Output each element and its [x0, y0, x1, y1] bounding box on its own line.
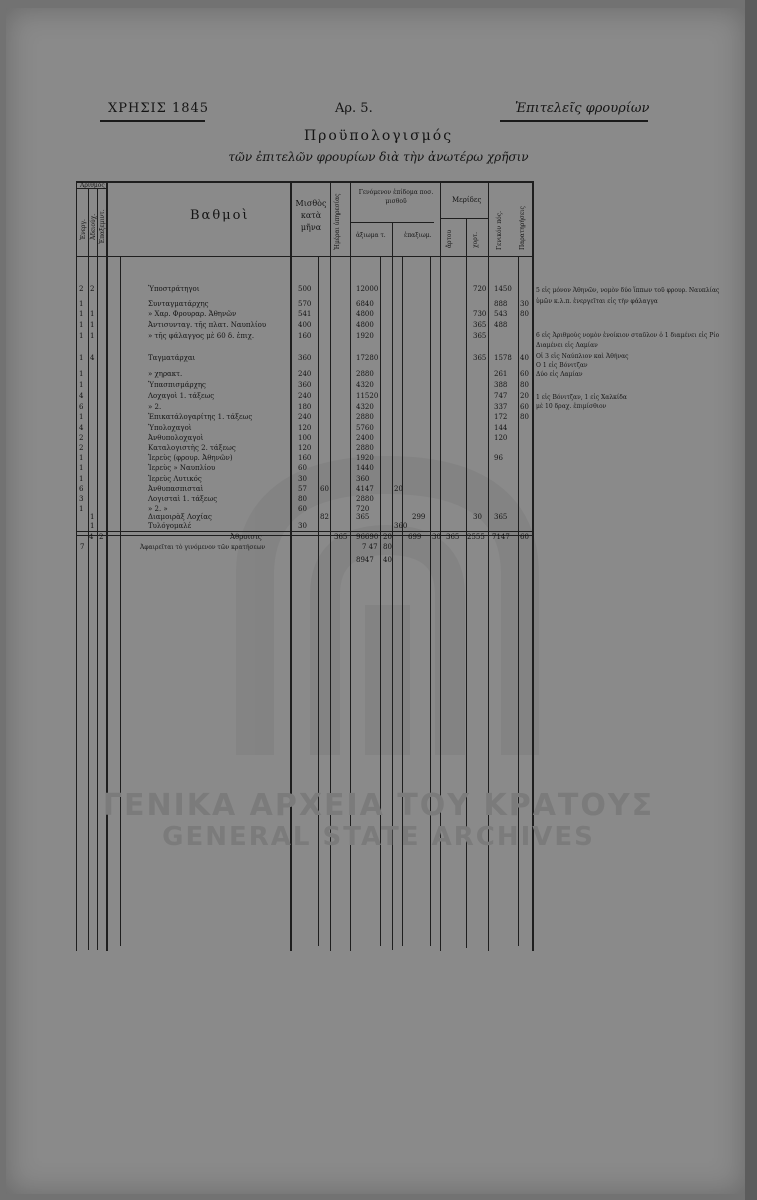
cell-salary: 120	[298, 424, 312, 432]
cell-total: 144	[494, 424, 508, 432]
cell-total: 747	[494, 392, 508, 400]
cell-salary: 400	[298, 321, 312, 329]
cell-rank: » Χαρ. Φρουραρ. Ἀθηνῶν	[148, 310, 237, 318]
cell-rank: Ἐπικατάλογαρίτης 1. τάξεως	[148, 413, 253, 421]
cell-amt2: 20	[394, 485, 403, 493]
cell-rank: Ἀνθυπολοχαγοὶ	[148, 434, 204, 442]
watermark-greek: ΓΕΝΙΚΑ ΑΡΧΕΙΑ ΤΟΥ ΚΡΑΤΟΥΣ	[102, 788, 655, 823]
cell-c2: 1	[90, 332, 95, 340]
cell-salary: 240	[298, 392, 312, 400]
cell-rank: Τυλόγομαλέ	[148, 522, 192, 530]
total-amount: 96690	[356, 533, 379, 541]
note-text: ὑμῶν κ.λ.π. ἐνεργεῖται εἰς τὴν φάλαγγα	[536, 298, 658, 305]
cell-rank: » 2. »	[148, 505, 168, 513]
cell-total: 96	[494, 454, 503, 462]
note-text: 6 εἰς Ἀριθμοὺς νομὸν ἐνοίκιον σταῦλον ὁ 1 διαμένει εἰς Ρίο	[536, 332, 720, 339]
grand-total: 7147	[492, 533, 510, 541]
note-text: Διαμένει εἰς Λαμίαν	[536, 342, 598, 349]
cell-total: 488	[494, 321, 508, 329]
cell-salary: 360	[298, 381, 312, 389]
cell-cents: 40	[520, 354, 529, 362]
total-days: 365	[334, 533, 348, 541]
total-extra-cents: 30	[432, 533, 441, 541]
total-label: Ἀθροισις	[230, 533, 262, 541]
grand-total-cents: 60	[520, 533, 529, 541]
cell-cents: 30	[520, 300, 529, 308]
cell-c1: 2	[79, 444, 84, 452]
cell-rank: Λοχαγοὶ 1. τάξεως	[148, 392, 215, 400]
cell-amount: 11520	[356, 392, 379, 400]
deduction-amount: 7 47	[362, 543, 378, 551]
cell-salary: 541	[298, 310, 312, 318]
cell-amount: 720	[356, 505, 370, 513]
cell-rank: Ἱερεὺς Λυτικός	[148, 475, 202, 483]
cell-rat2: 365	[473, 321, 487, 329]
cell-c2: 1	[90, 522, 95, 530]
total-extra-amount: 699	[408, 533, 422, 541]
cell-salary: 360	[298, 354, 312, 362]
cell-total: 365	[494, 513, 508, 521]
cell-salary: 57	[298, 485, 307, 493]
page-binding-edge	[745, 0, 757, 1200]
cell-rat2: 730	[473, 310, 487, 318]
count-extra-header: Ἐπαξεμιντ.	[99, 209, 106, 244]
cell-days: 60	[320, 485, 329, 493]
net-amount-cents: 40	[383, 556, 392, 564]
note-text: 5 εἰς μόνον Ἀθηνῶν, νομὸν δύο ἵππων τοῦ φρουρ. Ναυπλίας	[536, 287, 720, 294]
cell-days: 82	[320, 513, 329, 521]
cell-salary: 80	[298, 495, 307, 503]
cell-amount: 360	[356, 475, 370, 483]
cell-c1: 1	[79, 300, 84, 308]
cell-rank: Λογισταὶ 1. τάξεως	[148, 495, 218, 503]
cell-c1: 4	[79, 392, 84, 400]
cell-c1: 4	[79, 424, 84, 432]
cell-amount: 2880	[356, 370, 374, 378]
cell-rat1: 299	[412, 513, 426, 521]
note-text: Δύο εἰς Λαμίαν	[536, 371, 583, 378]
cell-amount: 4320	[356, 381, 374, 389]
deduction-amount-cents: 80	[383, 543, 392, 551]
cell-rank: Ὑπολοχαγοὶ	[148, 424, 192, 432]
cell-rank: Ταγματάρχαι	[148, 354, 196, 362]
cell-amount: 4320	[356, 403, 374, 411]
monthly-salary-header: Μισθὸς κατὰ μῆνα	[295, 199, 327, 232]
cell-c2: 4	[90, 354, 95, 362]
cell-c2: 1	[90, 310, 95, 318]
deduction-label: Ἀφαιρεῖται τὸ γινόμενον τῶν κρατήσεων	[140, 544, 266, 551]
document-subtitle: τῶν ἐπιτελῶν φρουρίων διὰ τὴν ἀνωτέρω χρῆσιν	[228, 150, 529, 164]
total-rations-fodder: 2555	[467, 533, 485, 541]
cell-amount: 12000	[356, 285, 379, 293]
header-rule-left	[100, 120, 205, 122]
cell-salary: 100	[298, 434, 312, 442]
count-group-header: Ἀριθμός	[80, 182, 105, 189]
cell-amount: 1920	[356, 332, 374, 340]
cell-c1: 1	[79, 354, 84, 362]
cell-amount: 4800	[356, 310, 374, 318]
cell-total: 1450	[494, 285, 512, 293]
section-label: Ἐπιτελεῖς φρουρίων	[515, 101, 650, 116]
cell-c1: 1	[79, 381, 84, 389]
cell-rank: Ἀνθυπασπισταὶ	[148, 485, 204, 493]
note-text: Οἱ 3 εἰς Ναύπλιον καὶ Ἀθήνας	[536, 353, 629, 360]
rations-group-header: Μερίδες	[452, 196, 482, 204]
cell-c1: 2	[79, 434, 84, 442]
cell-c1: 6	[79, 403, 84, 411]
cell-salary: 30	[298, 475, 307, 483]
watermark-english: GENERAL STATE ARCHIVES	[162, 822, 595, 852]
cell-c2: 1	[90, 513, 95, 521]
cell-c1: 1	[79, 370, 84, 378]
total-count-col1: 4	[89, 533, 94, 541]
cell-total: 337	[494, 403, 508, 411]
cell-c1: 1	[79, 454, 84, 462]
service-days-header: Ἡμέραι ὑπηρεσίας	[334, 193, 341, 250]
cell-c1: 1	[79, 310, 84, 318]
cell-c2: 1	[90, 321, 95, 329]
cell-salary: 180	[298, 403, 312, 411]
cell-rat2: 365	[473, 354, 487, 362]
cell-rank: Ἱερεὺς » Ναυπλίου	[148, 464, 216, 472]
cell-c1: 1	[79, 413, 84, 421]
total-count-col3: 7	[80, 543, 85, 551]
cell-amount: 4147	[356, 485, 374, 493]
note-text: Ο 1 εἰς Βόνιτζαν	[536, 362, 588, 369]
cell-c1: 3	[79, 495, 84, 503]
cell-cents: 80	[520, 310, 529, 318]
cell-rank: Διαμοιρὰξ Λοχίας	[148, 513, 212, 521]
cell-total: 172	[494, 413, 508, 421]
cell-c1: 6	[79, 485, 84, 493]
cell-salary: 570	[298, 300, 312, 308]
cell-salary: 60	[298, 505, 307, 513]
amount-rank-header: ἀξιωμα τ.	[356, 232, 386, 239]
cell-cents: 80	[520, 413, 529, 421]
cell-amount: 1440	[356, 464, 374, 472]
cell-amount: 1920	[356, 454, 374, 462]
cell-cents: 80	[520, 381, 529, 389]
archive-emblem-watermark	[215, 455, 560, 785]
total-rations-bread: 365	[446, 533, 460, 541]
cell-total: 261	[494, 370, 508, 378]
rations-fodder-header: χορτ.	[472, 231, 479, 248]
cell-total: 388	[494, 381, 508, 389]
amount-extra-header: ἐπαξιωμ.	[404, 232, 432, 239]
cell-c1: 1	[79, 475, 84, 483]
year-label: ΧΡΗΣΙΣ 1845	[108, 101, 210, 116]
total-count-col2: 2	[99, 533, 104, 541]
cell-rank: Ὑποστράτηγοι	[148, 285, 200, 293]
cell-salary: 160	[298, 454, 312, 462]
net-amount: 8947	[356, 556, 374, 564]
grand-total-header: Γενικόν πός.	[496, 210, 503, 250]
cell-rank: » τῆς φάλαγγος μὲ 60 δ. ἐπιχ.	[148, 332, 255, 340]
cell-rat2: 30	[473, 513, 482, 521]
cell-amount: 2880	[356, 495, 374, 503]
cell-c1: 1	[79, 321, 84, 329]
cell-c1: 1	[79, 332, 84, 340]
cell-amount: 17280	[356, 354, 379, 362]
cell-salary: 240	[298, 370, 312, 378]
cell-c2: 2	[90, 285, 95, 293]
cell-rank: » χηρακτ.	[148, 370, 183, 378]
cell-rank: Καταλογιστὴς 2. τάξεως	[148, 444, 236, 452]
cell-rat2: 365	[473, 332, 487, 340]
notes-header: Παρατηρήσεις	[519, 206, 526, 250]
header-rule-right	[500, 120, 648, 122]
cell-salary: 500	[298, 285, 312, 293]
document-title: Προϋπολογισμός	[303, 128, 454, 144]
cell-salary: 240	[298, 413, 312, 421]
document-number: Αρ. 5.	[335, 101, 373, 116]
cell-salary: 120	[298, 444, 312, 452]
cell-c1: 1	[79, 464, 84, 472]
cell-amount: 6840	[356, 300, 374, 308]
cell-amt2: 360	[394, 522, 408, 530]
cell-total: 888	[494, 300, 508, 308]
cell-salary: 30	[298, 522, 307, 530]
cell-salary: 160	[298, 332, 312, 340]
count-leave-header: Ἀδειούχ.	[90, 213, 97, 240]
cell-amount: 2400	[356, 434, 374, 442]
cell-c1: 2	[79, 285, 84, 293]
cell-amount: 2880	[356, 444, 374, 452]
note-text: μὲ 10 δραχ. ἐπιμίσθιον	[536, 403, 607, 410]
cell-cents: 60	[520, 403, 529, 411]
cell-amount: 5760	[356, 424, 374, 432]
cell-salary: 60	[298, 464, 307, 472]
cell-cents: 60	[520, 370, 529, 378]
total-amount-cents: 20	[383, 533, 392, 541]
ranks-header: Βαθμοὶ	[190, 208, 250, 223]
cell-total: 543	[494, 310, 508, 318]
cell-rat2: 720	[473, 285, 487, 293]
cell-rank: Ἱερεὺς (φρουρ. Ἀθηνῶν)	[148, 454, 233, 462]
cell-rank: » 2.	[148, 403, 162, 411]
count-active-header: Ἐνεργ.	[80, 219, 87, 240]
cell-amount: 365	[356, 513, 370, 521]
cell-c1: 1	[79, 505, 84, 513]
cell-amount: 2880	[356, 413, 374, 421]
cell-rank: Ὑπασπισμάρχης	[148, 381, 206, 389]
amount-group-header: Γενόμενον ἐπίδομα ποσ. μισθοῦ	[358, 189, 434, 205]
cell-cents: 20	[520, 392, 529, 400]
cell-amount: 4800	[356, 321, 374, 329]
cell-rank: Συνταγματάρχης	[148, 300, 209, 308]
cell-total: 120	[494, 434, 508, 442]
cell-total: 1578	[494, 354, 512, 362]
note-text: 1 εἰς Βόνιτζαν, 1 εἰς Χαλκίδα	[536, 394, 627, 401]
rations-bread-header: ἄρτου	[446, 229, 453, 248]
cell-rank: Ἀντισυνταγ. τῆς πλατ. Ναυπλίου	[148, 321, 267, 329]
